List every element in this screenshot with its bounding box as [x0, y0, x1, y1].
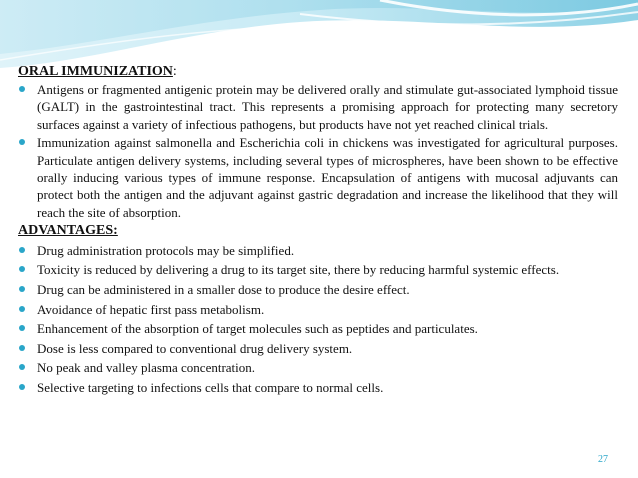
list-item-text: Toxicity is reduced by delivering a drug to its target site, there by reducing harmful systemic effects. — [37, 262, 560, 278]
bullet-icon — [19, 345, 25, 351]
oral-immunization-heading — [18, 63, 618, 80]
list-item-text: Immunization against salmonella and Escherichia coli in chickens was investigated for agricultural purposes. Particulate antigen delivery systems, including several types of microspheres, have been shown to be effective orally inducing various types of immune response. Encapsulation of antigens with mucosal adjuvants can protect both the antigen and the adjuvant against gastric degradation and increase the likelihood that they will reach the site of absorption. — [37, 135, 618, 220]
list-item — [18, 81, 618, 133]
bullet-icon — [19, 286, 25, 292]
list-item — [18, 379, 618, 396]
bullet-icon — [19, 325, 25, 331]
page-number: 27 — [598, 454, 608, 465]
list-item-text: Antigens or fragmented antigenic protein may be delivered orally and stimulate gut-associated lymphoid tissue (GALT) in the gastrointestinal tract. This represents a promising approach for protecting many secretory surfaces against a variety of infectious pathogens, but products have not yet reached clinical trials. — [37, 82, 618, 132]
bullet-icon — [19, 364, 25, 370]
list-item-text: Enhancement of the absorption of target molecules such as peptides and particulates. — [37, 321, 478, 337]
list-item — [18, 242, 618, 259]
bullet-icon — [19, 384, 25, 390]
list-item — [18, 359, 618, 376]
bullet-icon — [19, 86, 25, 92]
list-item-text: No peak and valley plasma concentration. — [37, 360, 256, 376]
list-item-text: Avoidance of hepatic first pass metabolism. — [37, 301, 265, 317]
list-item-text: Dose is less compared to conventional drug delivery system. — [37, 340, 353, 356]
bullet-icon — [19, 139, 25, 145]
bullet-icon — [19, 247, 25, 253]
list-item-text: Selective targeting to infections cells that compare to normal cells. — [37, 380, 384, 395]
bullet-icon — [19, 266, 25, 272]
list-item — [18, 301, 618, 318]
bullet-icon — [19, 306, 25, 312]
oral-immunization-list — [18, 81, 618, 221]
list-item — [18, 340, 618, 357]
oral-immunization-title: ORAL IMMUNIZATION — [18, 64, 173, 79]
list-item-text: Drug can be administered in a smaller dose to produce the desire effect. — [37, 282, 410, 298]
list-item — [18, 281, 618, 298]
list-item-text: Drug administration protocols may be simplified. — [37, 242, 295, 258]
slide-content — [18, 63, 618, 399]
list-item — [18, 320, 618, 337]
advantages-heading — [18, 222, 618, 239]
advantages-list — [18, 242, 618, 396]
list-item — [18, 134, 618, 221]
advantages-title: ADVANTAGES: — [18, 223, 118, 239]
list-item — [18, 261, 618, 278]
heading-colon: : — [172, 64, 177, 79]
header-wave-banner — [0, 0, 638, 68]
